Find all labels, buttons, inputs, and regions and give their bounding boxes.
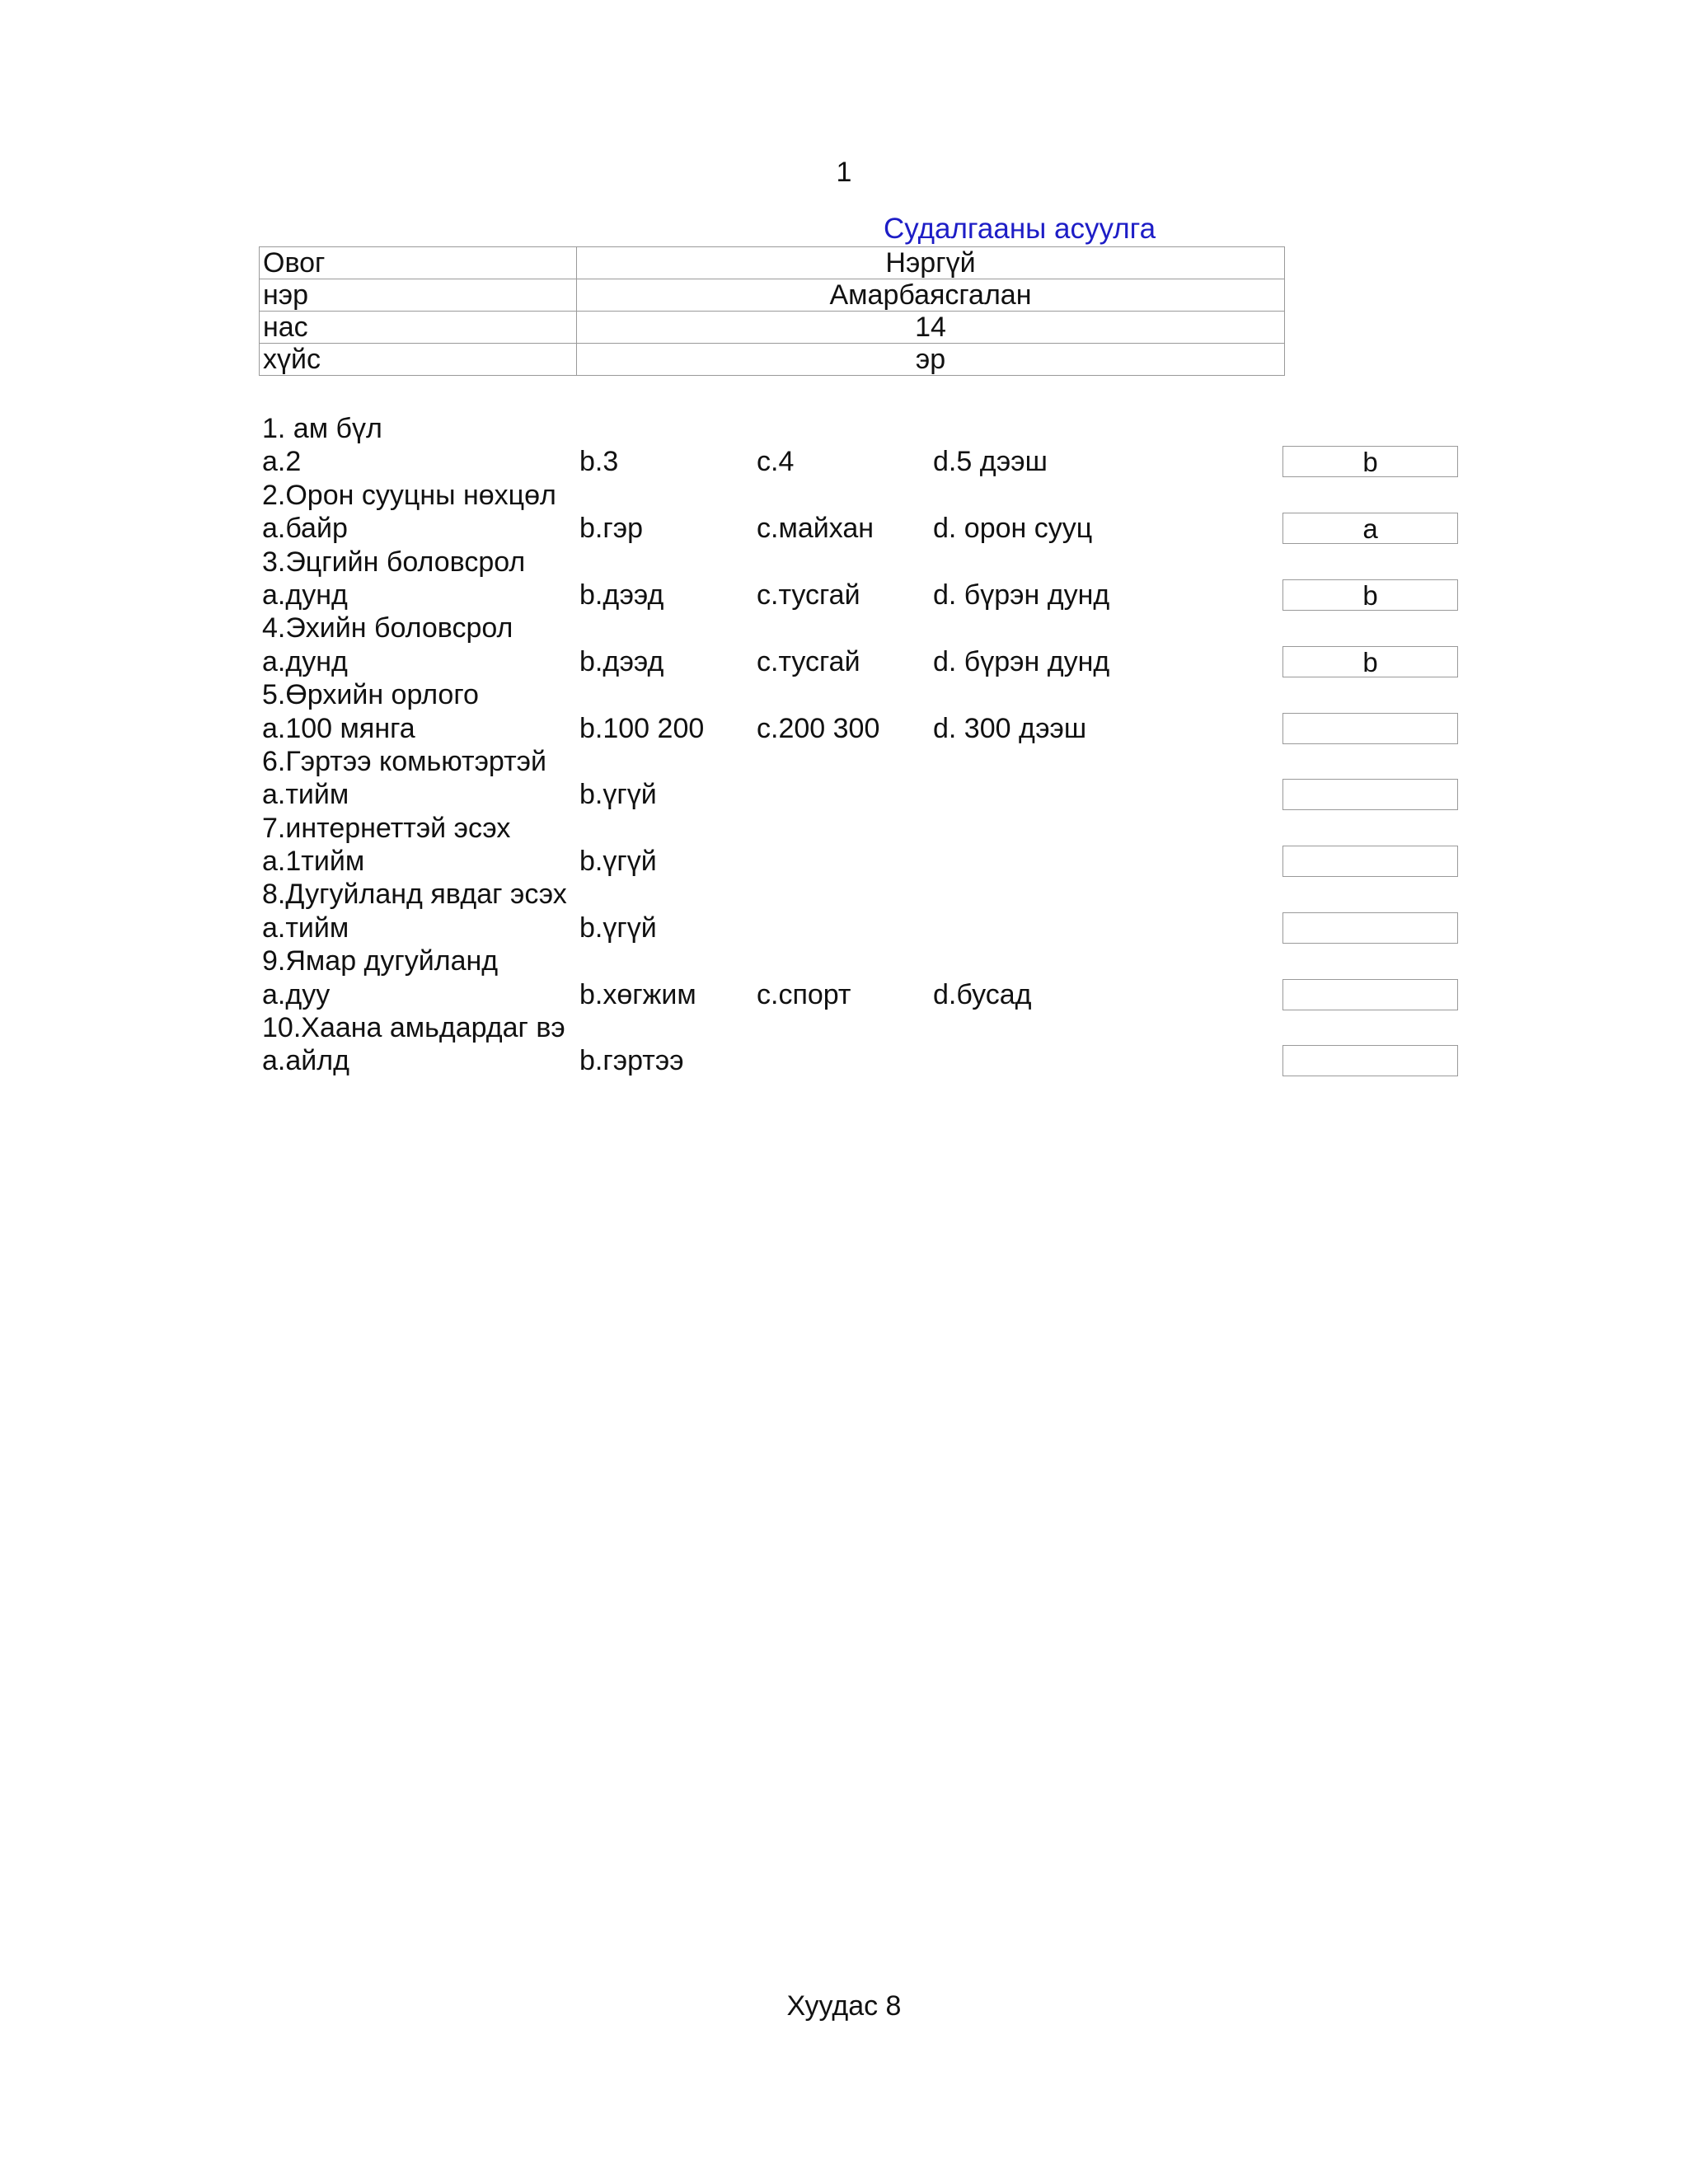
answer-box[interactable] xyxy=(1282,979,1458,1010)
option-a: a.1тийм xyxy=(262,846,365,878)
info-value: эр xyxy=(577,344,1285,376)
option-a: a.дуу xyxy=(262,978,331,1010)
option-d: d.бусад xyxy=(933,978,1032,1010)
option-a: a.дунд xyxy=(262,579,348,611)
question-text: 3.Эцгийн боловсрол xyxy=(262,546,526,578)
option-d: d. бүрэн дунд xyxy=(933,579,1110,611)
option-row xyxy=(262,579,1465,612)
option-a: a.2 xyxy=(262,446,302,478)
option-d: d. орон сууц xyxy=(933,513,1093,545)
option-a: a.байр xyxy=(262,513,348,545)
answer-box[interactable]: b xyxy=(1282,646,1458,677)
question-text: 9.Ямар дугуйланд xyxy=(262,945,499,977)
answer-box[interactable]: b xyxy=(1282,446,1458,477)
info-row xyxy=(260,312,1285,344)
option-b: b.үгүй xyxy=(579,912,657,944)
option-row xyxy=(262,645,1465,678)
answer-box[interactable]: b xyxy=(1282,579,1458,611)
option-row xyxy=(262,1044,1465,1077)
option-row xyxy=(262,445,1465,478)
option-d: d.5 дээш xyxy=(933,446,1048,478)
answer-box[interactable] xyxy=(1282,779,1458,810)
option-b: b.гэртээ xyxy=(579,1045,684,1077)
info-value: Нэргүй xyxy=(577,247,1285,279)
option-a: a.тийм xyxy=(262,912,349,944)
option-b: b.үгүй xyxy=(579,846,657,878)
option-c: c.тусгай xyxy=(757,645,860,677)
option-b: b.дээд xyxy=(579,579,664,611)
option-a: a.дунд xyxy=(262,645,348,677)
option-c: c.спорт xyxy=(757,978,851,1010)
answer-box[interactable] xyxy=(1282,713,1458,744)
option-row xyxy=(262,845,1465,878)
option-c: c.майхан xyxy=(757,513,874,545)
info-value: 14 xyxy=(577,312,1285,344)
option-d: d. 300 дээш xyxy=(933,712,1087,744)
option-b: b.100 200 xyxy=(579,712,705,744)
option-b: b.хөгжим xyxy=(579,978,696,1010)
answer-box[interactable] xyxy=(1282,846,1458,877)
option-a: a.100 мянга xyxy=(262,712,415,744)
option-b: b.гэр xyxy=(579,513,644,545)
answer-box[interactable]: a xyxy=(1282,513,1458,544)
question-list xyxy=(262,412,1465,1078)
info-row xyxy=(260,247,1285,279)
info-label: хүйс xyxy=(260,344,577,376)
info-row xyxy=(260,279,1285,312)
question-text: 1. ам бүл xyxy=(262,413,382,444)
option-row xyxy=(262,978,1465,1011)
survey-title: Судалгааны асуулга xyxy=(884,213,1156,245)
info-value: Амарбаясгалан xyxy=(577,279,1285,312)
answer-box[interactable] xyxy=(1282,1045,1458,1076)
option-a: a.айлд xyxy=(262,1045,349,1077)
question-text: 5.Өрхийн орлого xyxy=(262,679,479,711)
option-b: b.дээд xyxy=(579,645,664,677)
page-number: 1 xyxy=(836,157,852,188)
option-c: c.200 300 xyxy=(757,712,880,744)
info-label: нас xyxy=(260,312,577,344)
page-footer: Хуудас 8 xyxy=(786,1990,902,2022)
question-text: 6.Гэртээ комьютэртэй xyxy=(262,745,546,777)
question-text: 4.Эхийн боловсрол xyxy=(262,612,513,644)
respondent-info-table xyxy=(259,246,1285,376)
option-b: b.үгүй xyxy=(579,779,657,811)
option-d: d. бүрэн дунд xyxy=(933,645,1110,677)
option-row xyxy=(262,512,1465,545)
option-c: c.4 xyxy=(757,446,795,478)
option-c: c.тусгай xyxy=(757,579,860,611)
question-text: 10.Хаана амьдардаг вэ xyxy=(262,1012,565,1044)
option-row xyxy=(262,912,1465,944)
option-a: a.тийм xyxy=(262,779,349,811)
question-text: 2.Орон сууцны нөхцөл xyxy=(262,479,556,511)
question-text: 8.Дугуйланд явдаг эсэх xyxy=(262,879,567,911)
answer-box[interactable] xyxy=(1282,912,1458,944)
info-label: нэр xyxy=(260,279,577,312)
info-label: Овог xyxy=(260,247,577,279)
option-row xyxy=(262,712,1465,745)
info-row xyxy=(260,344,1285,376)
option-row xyxy=(262,778,1465,811)
question-text: 7.интернеттэй эсэх xyxy=(262,812,511,844)
option-b: b.3 xyxy=(579,446,619,478)
